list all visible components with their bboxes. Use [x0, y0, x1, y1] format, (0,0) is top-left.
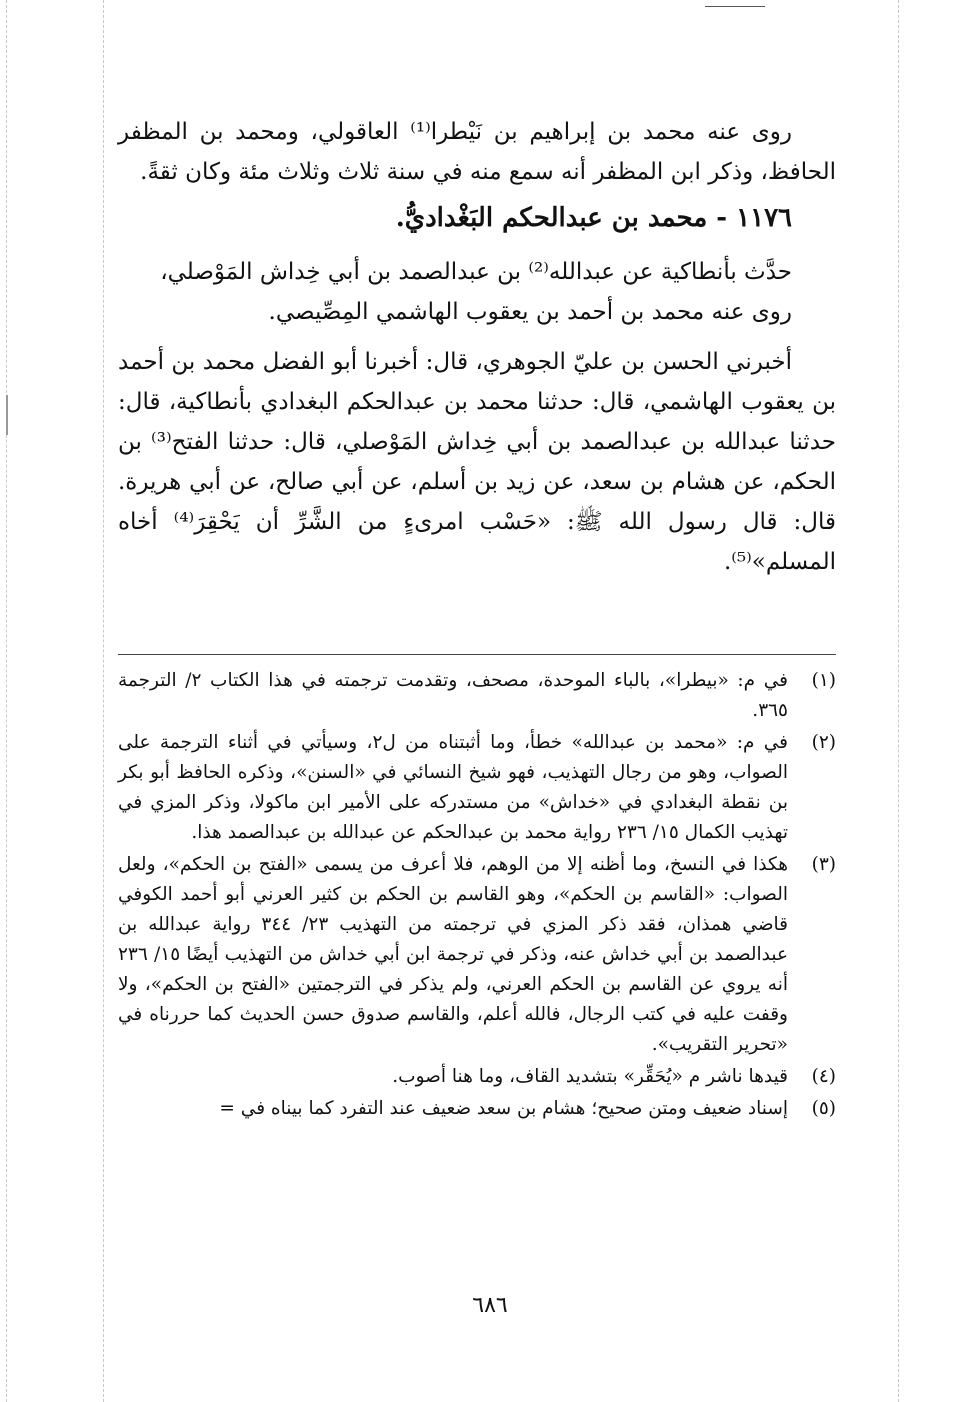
top-rule	[705, 6, 765, 7]
entry-heading: ١١٧٦ - محمد بن عبدالحكم البَغْداديُّ.	[395, 203, 792, 233]
scan-guide-line	[6, 0, 7, 1402]
footnote-text: في م: «بيطرا»، بالباء الموحدة، مصحف، وتقدمت ترجمته في هذا الكتاب ٢/ الترجمة ٣٦٥.	[118, 670, 788, 721]
footnote-text: إسناد ضعيف ومتن صحيح؛ هشام بن سعد ضعيف عند التفرد كما بيناه في =	[219, 1098, 788, 1119]
paragraph: روى عنه محمد بن إبراهيم بن نَيْطرا⁽¹⁾ العاقولي، ومحمد بن المظفر الحافظ، وذكر ابن المظفر أنه سمع منه في سنة ثلاث وثلاث مئة وكان ثقةً.	[118, 119, 836, 185]
footnote-number: (٣)	[811, 854, 836, 875]
page-number: ٦٨٦	[472, 1293, 508, 1318]
paragraph: روى عنه محمد بن أحمد بن يعقوب الهاشمي المِصِّيصي.	[268, 299, 792, 325]
footnote-number: (٥)	[811, 1098, 836, 1119]
footnote	[118, 728, 836, 848]
footnote	[118, 850, 836, 1060]
footnote-text: قيدها ناشر م «يُحَقِّر» بتشديد القاف، وما هنا أصوب.	[392, 1066, 788, 1087]
footnote-text: في م: «محمد بن عبدالله» خطأ، وما أثبتناه من ل٢، وسيأتي في أثناء الترجمة على الصواب، وهو من رجال التهذيب، فهو شيخ النسائي في «السنن»، وذكره الحافظ أبو بكر بن نقطة البغدادي في «خداش» من مستدركه على الأمير ابن ماكولا، وذكر المزي في تهذيب الكمال ١٥/ ٢٣٦ رواية محمد بن عبدالحكم عن عبدالله بن عبدالصمد هذا.	[118, 732, 788, 843]
margin-mark	[6, 395, 8, 435]
footnote-number: (٢)	[811, 732, 836, 753]
footnote-number: (١)	[811, 670, 836, 691]
footnote-separator	[118, 654, 836, 655]
footnote	[118, 666, 836, 726]
scan-guide-line	[103, 0, 104, 1402]
footnote	[118, 1062, 836, 1092]
footnote-number: (٤)	[811, 1066, 836, 1087]
footnotes	[118, 666, 836, 1126]
scan-guide-line	[898, 0, 899, 1402]
footnote-text: هكذا في النسخ، وما أظنه إلا من الوهم، فلا أعرف من يسمى «الفتح بن الحكم»، ولعل الصواب: «القاسم بن الحكم»، وهو القاسم بن الحكم بن كثير العرني أبو أحمد الكوفي قاضي همذان، فقد ذكر المزي في ترجمته من التهذيب ٢٣/ ٣٤٤ رواية عبدالله بن عبدالصمد بن أبي خداش عنه، وذكر في ترجمة ابن أبي خداش من التهذيب أيضًا ١٥/ ٢٣٦ أنه يروي عن القاسم بن الحكم العرني، ولم يذكر في الترجمتين «الفتح بن الحكم»، ولا وقفت عليه في كتب الرجال، فالله أعلم، والقاسم صدوق حسن الحديث كما حررناه في «تحرير التقريب».	[118, 854, 789, 1055]
paragraph: حدَّث بأنطاكية عن عبدالله⁽²⁾ بن عبدالصمد بن أبي خِداش المَوْصلي،	[160, 259, 792, 285]
main-text	[118, 112, 836, 582]
footnote	[118, 1094, 836, 1124]
paragraph: أخبرني الحسن بن عليّ الجوهري، قال: أخبرنا أبو الفضل محمد بن أحمد بن يعقوب الهاشمي، قال: حدثنا محمد بن عبدالحكم البغدادي بأنطاكية، قال: حدثنا عبدالله بن عبدالصمد بن أبي خِداش المَوْصلي، قال: حدثنا الفتح⁽³⁾ بن الحكم، عن هشام بن سعد، عن زيد بن أسلم، عن أبي صالح، عن أبي هريرة. قال: قال رسول الله ﷺ: «حَسْب امرىءٍ من الشَّرِّ أن يَحْقِرَ⁽⁴⁾ أخاه المسلم»⁽⁵⁾.	[118, 349, 836, 575]
